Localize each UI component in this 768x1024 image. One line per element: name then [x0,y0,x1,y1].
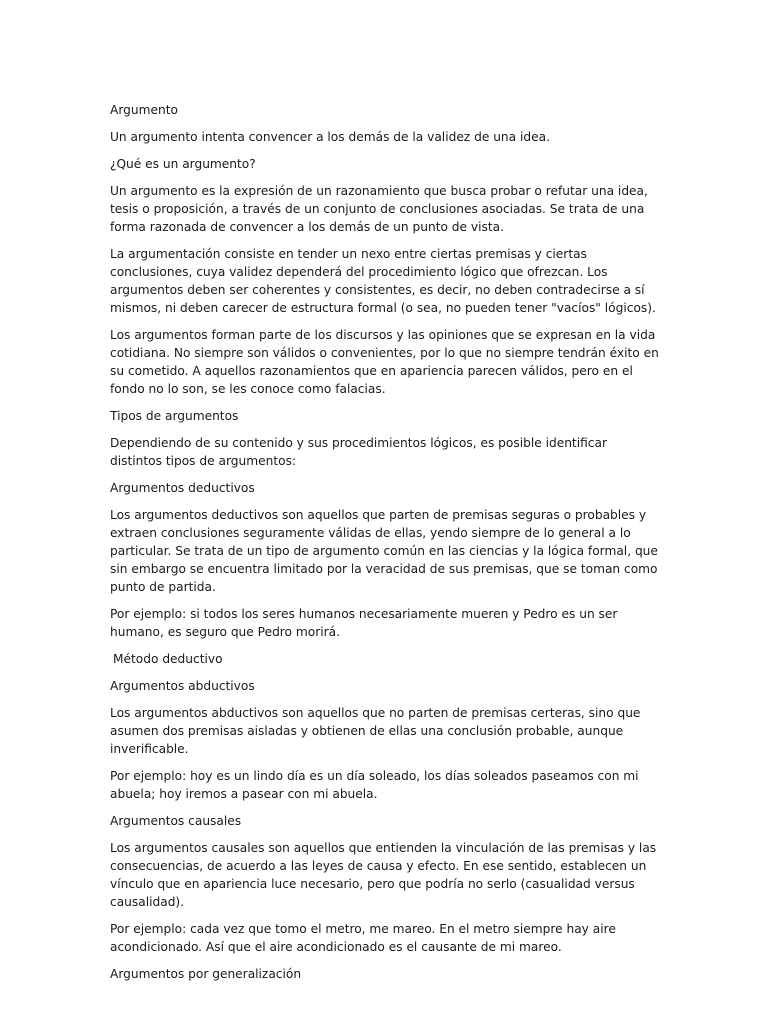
section-heading: ¿Qué es un argumento? [110,157,256,172]
paragraph: Los argumentos deductivos son aquellos que parten de premisas seguras o probables y extraen conclusiones seguramente válidas de ellas, yendo siempre de lo general a lo particular. Se trata de un tipo de argumento común en las ciencias y la lógica formal, que sin embargo se encuentra limitado por la veracidad de sus premisas, que se toman como punto de partida. [110,508,658,594]
section-heading: Argumentos causales [110,813,242,828]
section-heading: Argumentos deductivos [110,480,255,495]
document-title: Argumento [110,103,178,117]
paragraph: Dependiendo de su contenido y sus procedimientos lógicos, es posible identificar distintos tipos de argumentos: [110,435,607,468]
example-paragraph: Por ejemplo: si todos los seres humanos necesariamente mueren y Pedro es un ser humano, es seguro que Pedro morirá. [110,606,618,639]
section-heading: Método deductivo [113,651,223,666]
section-heading: Argumentos abductivos [110,678,255,693]
paragraph: Los argumentos causales son aquellos que entienden la vinculación de las premisas y las consecuencias, de acuerdo a las leyes de causa y efecto. En ese sentido, establecen un vínculo que en apariencia luce necesario, pero que podría no serlo (casualidad versus causalidad). [110,840,657,909]
section-heading: Tipos de argumentos [110,408,239,423]
paragraph: Los argumentos abductivos son aquellos que no parten de premisas certeras, sino que asumen dos premisas aisladas y obtienen de ellas una conclusión probable, aunque inverificable. [110,705,641,756]
section-heading: Argumentos por generalización [110,966,302,981]
example-paragraph: Por ejemplo: hoy es un lindo día es un día soleado, los días soleados paseamos con mi abuela; hoy iremos a pasear con mi abuela. [110,768,639,801]
paragraph: La argumentación consiste en tender un nexo entre ciertas premisas y ciertas conclusiones, cuya validez dependerá del procedimiento lógico que ofrezcan. Los argumentos deben ser coherentes y consistentes, es decir, no deben contradecirse a sí mismos, ni deben carecer de estructura formal (o sea, no pueden tener "vacíos" lógicos). [110,247,656,315]
paragraph: Un argumento es la expresión de un razonamiento que busca probar o refutar una idea, tesis o proposición, a través de un conjunto de conclusiones asociadas. Se trata de una forma razonada de convencer a los demás de un punto de vista. [110,184,648,235]
paragraph: Los argumentos forman parte de los discursos y las opiniones que se expresan en la vida cotidiana. No siempre son válidos o convenientes, por lo que no siempre tendrán éxito en su cometido. A aquellos razonamientos que en apariencia parecen válidos, pero en el fondo no lo son, se les conoce como falacias. [110,328,659,396]
example-paragraph: Por ejemplo: cada vez que tomo el metro, me mareo. En el metro siempre hay aire acondicionado. Así que el aire acondicionado es el causante de mi mareo. [110,921,616,954]
paragraph: Un argumento intenta convencer a los demás de la validez de una idea. [110,130,550,145]
document-page [110,102,660,993]
